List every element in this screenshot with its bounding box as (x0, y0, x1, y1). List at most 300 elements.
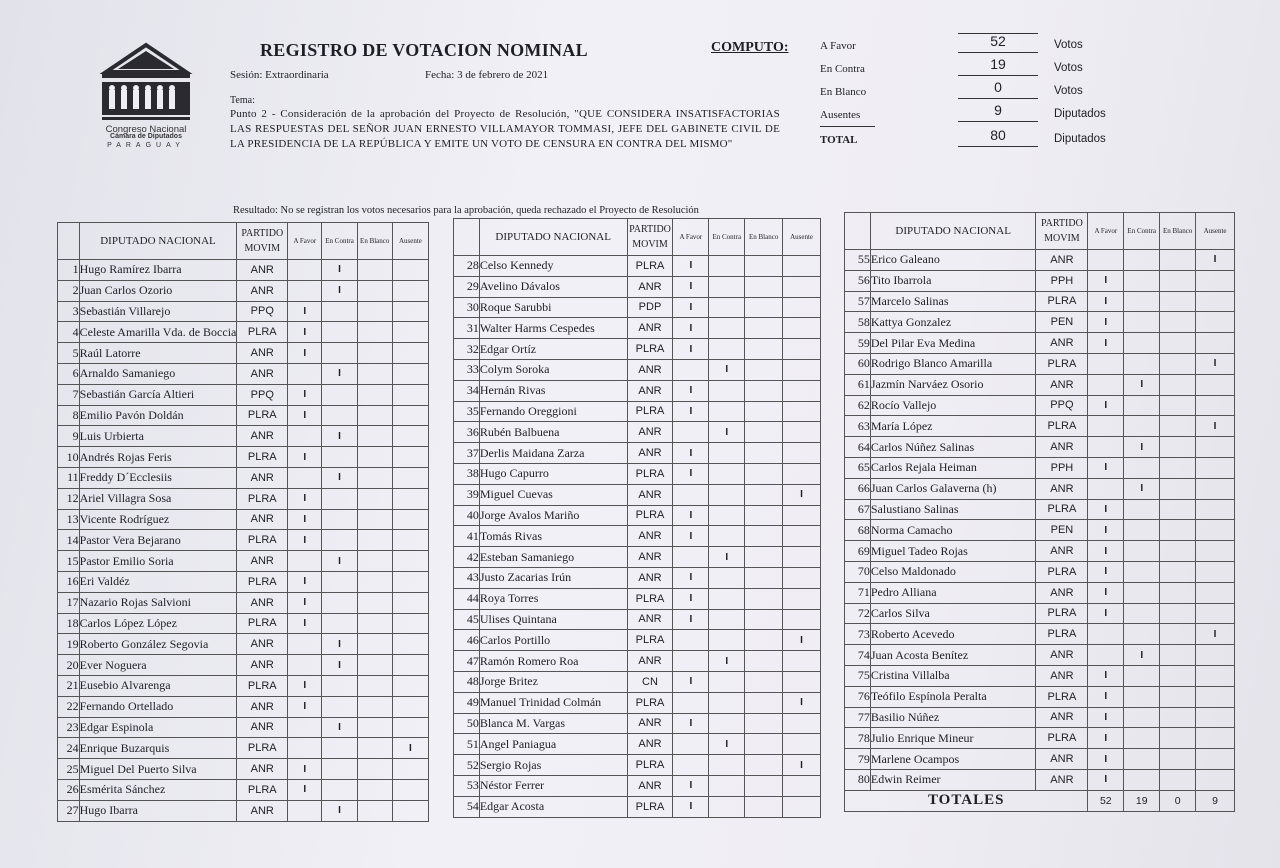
vote-contra-cell (322, 363, 357, 384)
deputy-name: Miguel Del Puerto Silva (79, 759, 237, 780)
deputy-party: ANR (237, 509, 288, 530)
table-row (454, 713, 821, 734)
deputy-party: PLRA (627, 256, 673, 277)
vote-blanco-cell (1160, 291, 1196, 312)
table-row (454, 380, 821, 401)
deputy-number: 21 (58, 675, 80, 696)
deputy-party: PDP (627, 297, 673, 318)
vote-ausente-cell (392, 447, 428, 468)
header-party-line-1: PARTIDO (629, 224, 671, 235)
vote-blanco-cell (357, 509, 392, 530)
vote-mark: I (1104, 545, 1108, 557)
vote-blanco-cell (1160, 395, 1196, 416)
table-row (58, 613, 429, 634)
vote-contra-cell (709, 734, 745, 755)
deputy-name: Pastor Vera Bejarano (79, 530, 237, 551)
deputy-number: 25 (58, 759, 80, 780)
deputy-number: 50 (454, 713, 480, 734)
vote-contra-cell (1124, 728, 1160, 749)
logo-line-2: Cámara de Diputados (110, 133, 182, 140)
deputy-name: Andrés Rojas Feris (79, 447, 237, 468)
deputy-number: 66 (845, 478, 871, 499)
vote-blanco-cell (357, 634, 392, 655)
deputy-name: Jorge Avalos Mariño (479, 505, 627, 526)
vote-ausente-cell (783, 422, 821, 443)
table-row (58, 696, 429, 717)
vote-contra-cell (1124, 478, 1160, 499)
vote-ausente-cell (783, 671, 821, 692)
vote-contra-cell (709, 775, 745, 796)
vote-mark: I (1213, 254, 1217, 266)
vote-mark: I (725, 426, 729, 438)
deputy-party: ANR (627, 276, 673, 297)
deputy-name: Jazmín Narváez Osorio (870, 374, 1036, 395)
vote-contra-cell (709, 463, 745, 484)
deputy-number: 1 (58, 260, 80, 281)
deputy-party: ANR (627, 567, 673, 588)
deputy-party: ANR (627, 380, 673, 401)
vote-mark: I (1104, 774, 1108, 786)
vote-mark: I (800, 489, 803, 501)
deputy-name: Raúl Latorre (79, 343, 237, 364)
vote-mark: I (1104, 670, 1108, 682)
vote-favor-cell (673, 526, 709, 547)
vote-contra-cell (709, 671, 745, 692)
vote-mark: I (303, 576, 307, 588)
deputy-number: 69 (845, 541, 871, 562)
vote-contra-cell (322, 405, 357, 426)
vote-ausente-cell (783, 484, 821, 505)
header-contra: En Contra (1124, 213, 1160, 250)
deputy-name: Roberto Acevedo (870, 624, 1036, 645)
vote-ausente-cell (1196, 769, 1235, 790)
deputy-party: PPQ (237, 301, 288, 322)
deputy-name: Roberto González Segovia (79, 634, 237, 655)
vote-contra-cell (1124, 541, 1160, 562)
vote-favor-cell (673, 588, 709, 609)
table-row (58, 738, 429, 759)
table-row (58, 447, 429, 468)
vote-mark: I (800, 634, 803, 646)
vote-favor-cell (673, 755, 709, 776)
vote-contra-cell (1124, 457, 1160, 478)
logo-line-1: Congreso Nacional (105, 124, 187, 135)
deputy-name: Carlos Rejala Heiman (870, 457, 1036, 478)
vote-ausente-cell (783, 526, 821, 547)
vote-ausente-cell (783, 339, 821, 360)
vote-contra-cell (709, 526, 745, 547)
summary-unit: Diputados (1054, 133, 1106, 145)
vote-mark: I (689, 676, 693, 688)
header-name: DIPUTADO NACIONAL (479, 219, 627, 256)
vote-favor-cell (288, 488, 322, 509)
deputy-name: Celso Maldonado (870, 561, 1036, 582)
deputy-party: PLRA (627, 755, 673, 776)
vote-blanco-cell (745, 651, 783, 672)
vote-mark: I (1104, 732, 1108, 744)
vote-mark: I (338, 285, 341, 297)
vote-contra-cell (1124, 312, 1160, 333)
deputy-name: Colym Soroka (479, 359, 627, 380)
vote-favor-cell (288, 738, 322, 759)
table-row (454, 692, 821, 713)
deputy-number: 22 (58, 696, 80, 717)
vote-favor-cell (1088, 437, 1124, 458)
vote-contra-cell (322, 322, 357, 343)
vote-contra-cell (1124, 374, 1160, 395)
deputy-number: 56 (845, 270, 871, 291)
vote-contra-cell (322, 717, 357, 738)
header-contra: En Contra (709, 219, 745, 256)
table-row (454, 651, 821, 672)
vote-ausente-cell (392, 655, 428, 676)
vote-ausente-cell (392, 779, 428, 800)
vote-blanco-cell (745, 276, 783, 297)
vote-blanco-cell (745, 401, 783, 422)
deputy-number: 70 (845, 561, 871, 582)
deputy-name: Marcelo Salinas (870, 291, 1036, 312)
vote-blanco-cell (357, 530, 392, 551)
header-party (1036, 213, 1088, 250)
vote-mark: I (303, 389, 307, 401)
deputy-name: Ever Noguera (79, 655, 237, 676)
table-row (454, 775, 821, 796)
vote-blanco-cell (357, 571, 392, 592)
deputy-number: 53 (454, 775, 480, 796)
vote-favor-cell (673, 734, 709, 755)
vote-ausente-cell (783, 796, 821, 817)
vote-ausente-cell (1196, 457, 1235, 478)
vote-mark: I (303, 617, 307, 629)
deputy-name: Roque Sarubbi (479, 297, 627, 318)
table-row (845, 749, 1235, 770)
deputy-number: 62 (845, 395, 871, 416)
vote-favor-cell (1088, 728, 1124, 749)
vote-mark: I (689, 780, 693, 792)
vote-contra-cell (709, 713, 745, 734)
vote-blanco-cell (745, 692, 783, 713)
vote-mark: I (303, 784, 307, 796)
vote-contra-cell (322, 551, 357, 572)
deputy-name: Celeste Amarilla Vda. de Boccia (79, 322, 237, 343)
table-row (58, 800, 429, 821)
vote-mark: I (1104, 587, 1108, 599)
summary-value: 19 (958, 56, 1038, 76)
deputy-number: 43 (454, 567, 480, 588)
vote-favor-cell (288, 675, 322, 696)
vote-blanco-cell (357, 260, 392, 281)
vote-ausente-cell (783, 505, 821, 526)
deputy-number: 45 (454, 609, 480, 630)
deputy-name: Arnaldo Samaniego (79, 363, 237, 384)
deputy-party: ANR (627, 713, 673, 734)
deputy-party: PLRA (1036, 291, 1088, 312)
vote-mark: I (1104, 566, 1108, 578)
table-row (58, 467, 429, 488)
table-row (58, 322, 429, 343)
vote-contra-cell (709, 256, 745, 277)
vote-ausente-cell (392, 363, 428, 384)
vote-contra-cell (1124, 582, 1160, 603)
vote-contra-cell (1124, 686, 1160, 707)
deputy-party: ANR (1036, 250, 1088, 271)
deputy-number: 42 (454, 547, 480, 568)
vote-favor-cell (288, 260, 322, 281)
vote-mark: I (338, 472, 341, 484)
header-favor: A Favor (288, 223, 322, 260)
deputy-number: 31 (454, 318, 480, 339)
vote-favor-cell (288, 405, 322, 426)
vote-ausente-cell (392, 384, 428, 405)
deputy-name: Enrique Buzarquis (79, 738, 237, 759)
vote-ausente-cell (392, 405, 428, 426)
table-row (58, 655, 429, 676)
table-row (454, 422, 821, 443)
deputy-number: 80 (845, 769, 871, 790)
vote-ausente-cell (1196, 645, 1235, 666)
table-row (58, 759, 429, 780)
header-party (627, 219, 673, 256)
vote-blanco-cell (745, 463, 783, 484)
vote-blanco-cell (1160, 728, 1196, 749)
deputy-party: PLRA (237, 488, 288, 509)
vote-mark: I (303, 701, 307, 713)
vote-mark: I (1104, 503, 1108, 515)
vote-mark: I (800, 759, 803, 771)
deputy-party: PLRA (237, 613, 288, 634)
table-row (58, 779, 429, 800)
vote-favor-cell (288, 613, 322, 634)
table-row (454, 630, 821, 651)
deputy-party: PLRA (627, 630, 673, 651)
vote-contra-cell (322, 301, 357, 322)
deputy-number: 48 (454, 671, 480, 692)
deputy-name: Emilio Pavón Doldán (79, 405, 237, 426)
table-row (845, 437, 1235, 458)
vote-blanco-cell (745, 630, 783, 651)
vote-blanco-cell (1160, 270, 1196, 291)
vote-blanco-cell (1160, 624, 1196, 645)
vote-favor-cell (288, 447, 322, 468)
vote-blanco-cell (745, 567, 783, 588)
vote-blanco-cell (1160, 312, 1196, 333)
vote-mark: I (689, 717, 693, 729)
vote-contra-cell (1124, 333, 1160, 354)
deputy-name: Miguel Tadeo Rojas (870, 541, 1036, 562)
deputy-name: Blanca M. Vargas (479, 713, 627, 734)
deputy-number: 30 (454, 297, 480, 318)
vote-favor-cell (288, 509, 322, 530)
vote-blanco-cell (745, 339, 783, 360)
vote-blanco-cell (1160, 374, 1196, 395)
vote-favor-cell (288, 426, 322, 447)
deputy-party: PLRA (1036, 603, 1088, 624)
deputy-party: ANR (1036, 769, 1088, 790)
vote-favor-cell (1088, 582, 1124, 603)
vote-blanco-cell (357, 280, 392, 301)
table-row (58, 592, 429, 613)
vote-blanco-cell (357, 384, 392, 405)
table-row (58, 488, 429, 509)
vote-mark: I (800, 697, 803, 709)
vote-contra-cell (709, 297, 745, 318)
vote-favor-cell (673, 380, 709, 401)
deputy-name: Norma Camacho (870, 520, 1036, 541)
table-row (845, 374, 1235, 395)
table-row (454, 526, 821, 547)
vote-blanco-cell (357, 738, 392, 759)
vote-favor-cell (1088, 478, 1124, 499)
deputy-party: ANR (1036, 333, 1088, 354)
vote-blanco-cell (1160, 333, 1196, 354)
summary-value: 0 (958, 79, 1038, 99)
vote-ausente-cell (783, 401, 821, 422)
vote-mark: I (1104, 399, 1108, 411)
header-name: DIPUTADO NACIONAL (79, 223, 237, 260)
vote-ausente-cell (783, 588, 821, 609)
vote-mark: I (1140, 441, 1144, 453)
table-row (454, 484, 821, 505)
deputy-name: Fernando Oreggioni (479, 401, 627, 422)
vote-ausente-cell (392, 467, 428, 488)
deputy-party: ANR (627, 359, 673, 380)
table-row (845, 728, 1235, 749)
vote-blanco-cell (745, 422, 783, 443)
vote-mark: I (689, 385, 693, 397)
vote-ausente-cell (1196, 374, 1235, 395)
vote-table-1 (57, 222, 429, 822)
vote-favor-cell (673, 630, 709, 651)
header-favor: A Favor (1088, 213, 1124, 250)
deputy-name: Edgar Acosta (479, 796, 627, 817)
vote-mark: I (689, 447, 693, 459)
deputy-number: 46 (454, 630, 480, 651)
deputy-number: 72 (845, 603, 871, 624)
vote-ausente-cell (783, 713, 821, 734)
deputy-number: 19 (58, 634, 80, 655)
vote-mark: I (338, 555, 341, 567)
vote-favor-cell (288, 759, 322, 780)
deputy-name: Fernando Ortellado (79, 696, 237, 717)
table-row (454, 567, 821, 588)
deputy-party: PLRA (627, 401, 673, 422)
vote-blanco-cell (1160, 520, 1196, 541)
table-row (58, 509, 429, 530)
deputy-name: Rodrigo Blanco Amarilla (870, 353, 1036, 374)
deputy-name: Justo Zacarias Irún (479, 567, 627, 588)
vote-blanco-cell (745, 256, 783, 277)
vote-mark: I (1140, 483, 1144, 495)
vote-favor-cell (673, 256, 709, 277)
vote-ausente-cell (783, 297, 821, 318)
vote-blanco-cell (357, 426, 392, 447)
vote-ausente-cell (783, 463, 821, 484)
deputy-party: ANR (237, 467, 288, 488)
vote-ausente-cell (1196, 291, 1235, 312)
vote-favor-cell (1088, 665, 1124, 686)
vote-favor-cell (288, 280, 322, 301)
deputy-name: Pastor Emilio Soria (79, 551, 237, 572)
vote-favor-cell (1088, 312, 1124, 333)
table-row (454, 547, 821, 568)
header-party-line-2: MOVIM (1044, 233, 1080, 244)
summary-unit: Votos (1054, 39, 1083, 51)
table-row (845, 312, 1235, 333)
session-date: Fecha: 3 de febrero de 2021 (425, 69, 549, 81)
table-row (454, 318, 821, 339)
vote-ausente-cell (392, 488, 428, 509)
vote-blanco-cell (745, 526, 783, 547)
vote-blanco-cell (357, 447, 392, 468)
vote-mark: I (1104, 337, 1108, 349)
vote-mark: I (1104, 691, 1108, 703)
vote-mark: I (689, 572, 693, 584)
table-row (845, 416, 1235, 437)
table-row (845, 520, 1235, 541)
vote-blanco-cell (357, 322, 392, 343)
vote-favor-cell (673, 547, 709, 568)
vote-contra-cell (709, 422, 745, 443)
deputy-name: Vicente Rodríguez (79, 509, 237, 530)
table-row (454, 463, 821, 484)
vote-mark: I (689, 322, 693, 334)
deputy-number: 20 (58, 655, 80, 676)
vote-favor-cell (673, 463, 709, 484)
vote-mark: I (303, 451, 307, 463)
vote-blanco-cell (357, 675, 392, 696)
vote-favor-cell (1088, 499, 1124, 520)
vote-blanco-cell (357, 343, 392, 364)
deputy-number: 51 (454, 734, 480, 755)
vote-favor-cell (673, 567, 709, 588)
table-row (454, 609, 821, 630)
vote-contra-cell (1124, 624, 1160, 645)
vote-mark: I (1104, 275, 1108, 287)
deputy-party: ANR (627, 775, 673, 796)
deputy-name: Edwin Reimer (870, 769, 1036, 790)
vote-contra-cell (1124, 749, 1160, 770)
deputy-number: 3 (58, 301, 80, 322)
vote-ausente-cell (392, 280, 428, 301)
deputy-number: 13 (58, 509, 80, 530)
deputy-number: 6 (58, 363, 80, 384)
deputy-name: Salustiano Salinas (870, 499, 1036, 520)
deputy-party: ANR (1036, 374, 1088, 395)
vote-contra-cell (1124, 645, 1160, 666)
deputy-party: PLRA (1036, 624, 1088, 645)
deputy-number: 68 (845, 520, 871, 541)
vote-mark: I (303, 597, 307, 609)
deputy-name: Edgar Espinola (79, 717, 237, 738)
table-row (845, 395, 1235, 416)
deputy-name: Eusebio Alvarenga (79, 675, 237, 696)
vote-contra-cell (322, 779, 357, 800)
vote-contra-cell (1124, 769, 1160, 790)
deputy-party: ANR (1036, 582, 1088, 603)
deputy-party: PLRA (237, 447, 288, 468)
deputy-party: PLRA (237, 675, 288, 696)
vote-contra-cell (709, 588, 745, 609)
vote-blanco-cell (357, 613, 392, 634)
deputy-party: PLRA (627, 588, 673, 609)
vote-mark: I (303, 493, 307, 505)
vote-mark: I (338, 805, 341, 817)
vote-ausente-cell (392, 613, 428, 634)
vote-ausente-cell (783, 755, 821, 776)
vote-contra-cell (322, 280, 357, 301)
summary-value: 80 (958, 127, 1038, 147)
vote-ausente-cell (1196, 416, 1235, 437)
